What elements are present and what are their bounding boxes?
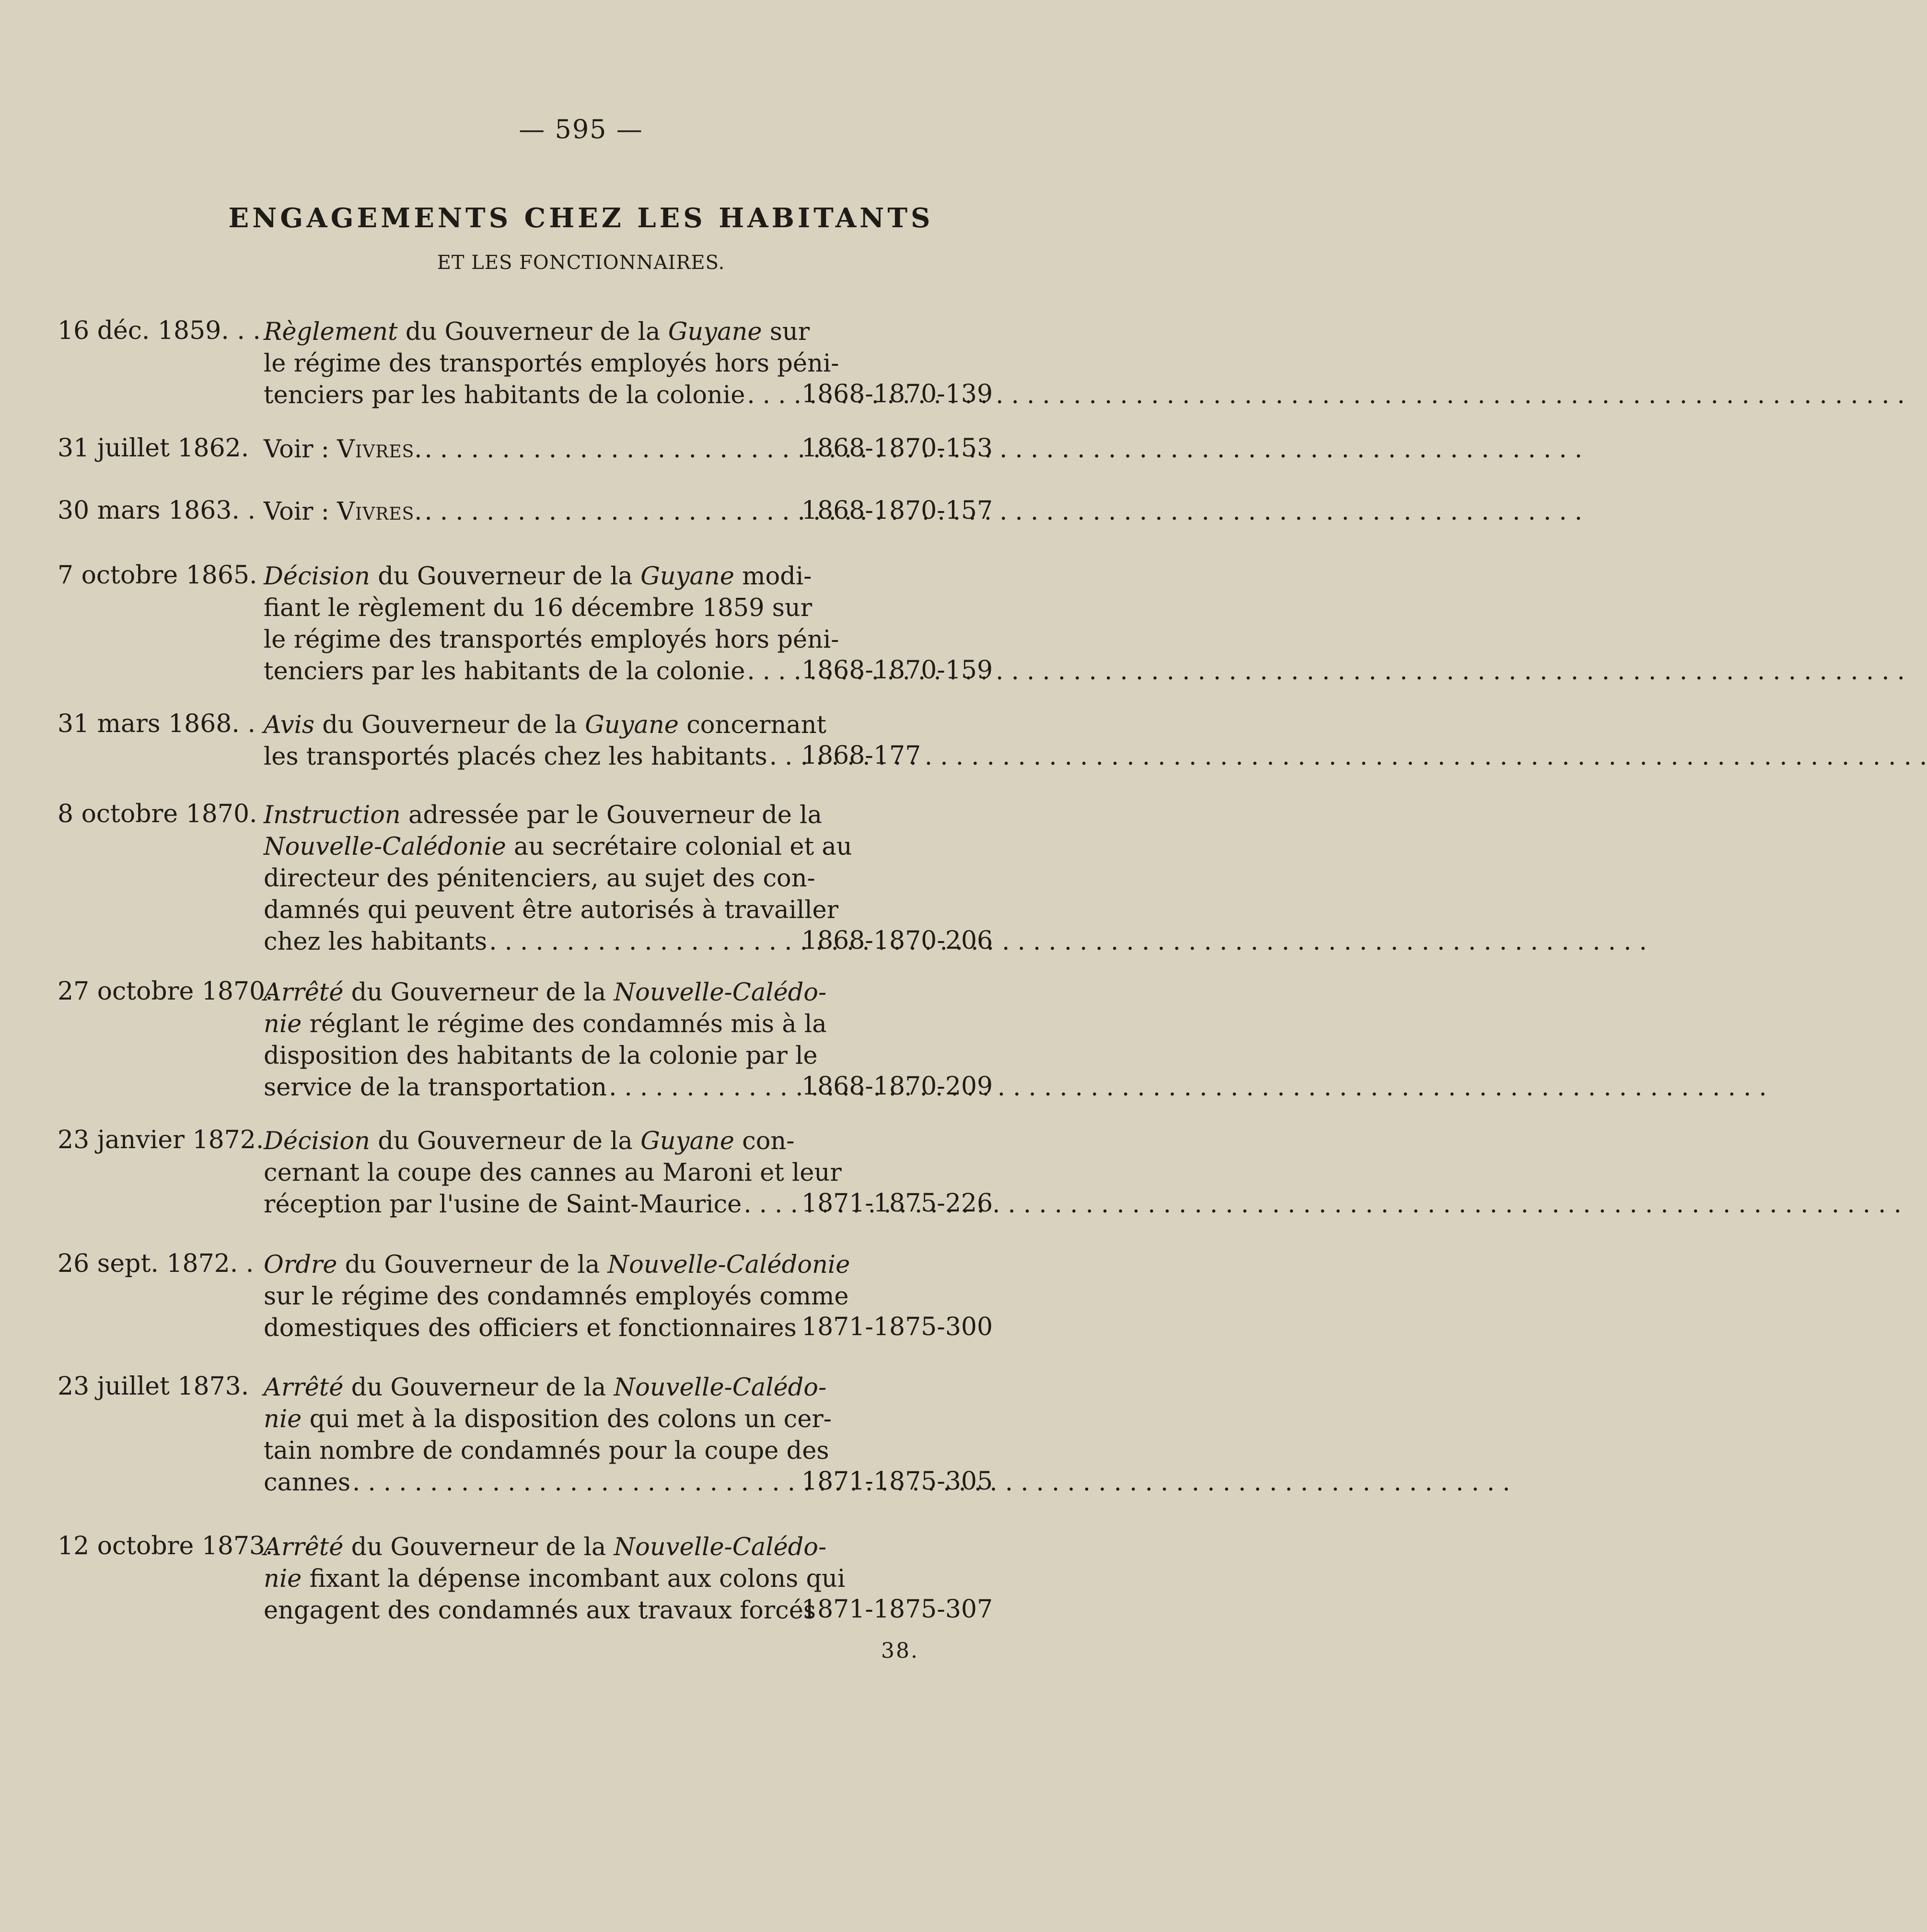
entry-date: 26 sept. 1872. . [58, 1249, 254, 1278]
entry-text-line [264, 1040, 818, 1072]
entry-last-line [264, 434, 791, 466]
entry-line-text: du Gouverneur de la Nouvelle-Calédonie [345, 1251, 850, 1279]
section-title: ENGAGEMENTS CHEZ LES HABITANTS [228, 202, 934, 234]
entry-last-line [264, 741, 791, 773]
entry-act-type: Arrêté [264, 1533, 344, 1561]
entry-line-text: tain nombre de condamnés pour la coupe des [264, 1437, 829, 1465]
page-number: — 595 — [519, 114, 643, 144]
entry-line-text: fiant le règlement du 16 décembre 1859 sur [264, 594, 813, 622]
entry-date: 30 mars 1863. . [58, 496, 256, 525]
entry-act-type: Arrêté [264, 978, 344, 1007]
entry-line-text: cernant la coupe des cannes au Maroni et leur [264, 1159, 842, 1187]
entry-text-line [264, 316, 810, 348]
entry-last-line [264, 1072, 791, 1104]
entry-reference: 1868-1870-159 [801, 656, 993, 685]
dot-leader [769, 741, 1927, 773]
entry-reference: 1871-1875-300 [801, 1313, 993, 1341]
entry-line-text: du Gouverneur de la Guyane sur [405, 318, 810, 346]
entry-text-line [264, 1435, 829, 1467]
dot-leader [489, 926, 1647, 958]
entry-last-line [264, 380, 791, 411]
entry-line-text: directeur des pénitenciers, au sujet des con- [264, 864, 815, 893]
entry-line-text: du Gouverneur de la Nouvelle-Calédo- [351, 1533, 827, 1561]
entry-last-text: service de la transportation [264, 1073, 607, 1102]
entry-last-text: cannes [264, 1468, 351, 1497]
entry-last-line [264, 496, 791, 528]
entry-last-line [264, 656, 791, 687]
signature-mark: 38. [881, 1639, 919, 1663]
entry-reference: 1871-1875-305 [801, 1467, 993, 1496]
entry-reference: 1868-1870-153 [801, 434, 993, 463]
entry-last-text: Voir : Vivres. [264, 498, 423, 526]
entry-text [264, 1532, 846, 1627]
entry-reference: 1871-1875-226 [801, 1189, 993, 1218]
entry-text-line [264, 1157, 842, 1189]
entry-last-text: tenciers par les habitants de la colonie [264, 657, 745, 686]
entry-text-line [264, 710, 827, 741]
entry-text-line [264, 1281, 849, 1313]
entry-text-line [264, 863, 815, 895]
entry-text [264, 1372, 832, 1499]
entry-line-text: nie qui met à la disposition des colons un cer- [264, 1405, 832, 1433]
entry-date: 12 octobre 1873. [58, 1532, 273, 1560]
entry-reference: 1868-1870-139 [801, 380, 993, 408]
entry-text-line [264, 561, 812, 593]
entry-last-line [264, 1595, 816, 1627]
entry-text [264, 800, 852, 958]
entry-reference: 1871-1875-307 [801, 1595, 993, 1624]
entry-act-type: Instruction [264, 801, 401, 829]
entry-text-line [264, 977, 827, 1009]
entry-text-line [264, 800, 822, 831]
entry-act-type: Règlement [264, 318, 398, 346]
entry-text [264, 316, 839, 411]
entry-date: 23 juillet 1873. [58, 1372, 249, 1401]
entry-text-line [264, 1532, 827, 1563]
entry-line-text: disposition des habitants de la colonie par le [264, 1042, 818, 1070]
entry-last-text: chez les habitants [264, 928, 488, 956]
entry-line-text: le régime des transportés employés hors péni- [264, 626, 839, 654]
entry-text [264, 1126, 842, 1221]
entry-date: 23 janvier 1872. [58, 1126, 264, 1154]
entry-line-text: Nouvelle-Calédonie au secrétaire colonial et au [264, 833, 852, 861]
entry-line-text: nie fixant la dépense incombant aux colons qui [264, 1565, 846, 1593]
section-subtitle: ET LES FONCTIONNAIRES. [437, 252, 725, 274]
entry-last-text: engagent des condamnés aux travaux forcés [264, 1596, 816, 1625]
entry-reference: 1868-1870-206 [801, 926, 993, 955]
entry-last-text: réception par l'usine de Saint-Maurice [264, 1190, 742, 1219]
entry-line-text: sur le régime des condamnés employés comme [264, 1282, 849, 1311]
entry-date: 8 octobre 1870. [58, 800, 257, 828]
entry-text [264, 710, 827, 773]
entry-last-text: Voir : Vivres. [264, 435, 423, 464]
entry-line-text: damnés qui peuvent être autorisés à travailler [264, 896, 839, 924]
entry-line-text: nie réglant le régime des condamnés mis à la [264, 1010, 827, 1038]
entry-last-text: domestiques des officiers et fonctionnaires [264, 1314, 797, 1342]
entry-reference: 1868-1870-209 [801, 1072, 993, 1101]
entry-last-line [264, 926, 791, 958]
entry-date: 31 mars 1868. . [58, 710, 256, 738]
entry-text-line [264, 831, 852, 863]
entry-last-text: les transportés placés chez les habitants [264, 743, 767, 771]
entry-act-type: Arrêté [264, 1373, 344, 1402]
entry-text-line [264, 1009, 827, 1040]
entry-text [264, 561, 839, 687]
entry-text-line [264, 1126, 795, 1157]
entry-text-line [264, 1249, 850, 1281]
entry-text [264, 434, 791, 466]
entry-line-text: du Gouverneur de la Nouvelle-Calédo- [351, 978, 827, 1007]
entry-act-type: Décision [264, 1127, 370, 1155]
entry-date: 16 déc. 1859. . . [58, 316, 261, 345]
entry-text-line [264, 895, 839, 926]
entry-text-line [264, 1372, 827, 1404]
entry-text [264, 1249, 850, 1344]
entry-text-line [264, 1563, 846, 1595]
entry-text [264, 496, 791, 528]
entry-last-line [264, 1467, 791, 1499]
entry-text [264, 977, 827, 1104]
dot-leader [609, 1072, 1767, 1104]
dot-leader [424, 496, 1582, 528]
entry-last-text: tenciers par les habitants de la colonie [264, 381, 745, 409]
dot-leader [424, 434, 1582, 466]
entry-line-text: du Gouverneur de la Guyane concernant [322, 711, 827, 739]
entry-reference: 1868-1870-157 [801, 496, 993, 525]
entry-date: 7 octobre 1865. [58, 561, 257, 590]
entry-act-type: Ordre [264, 1251, 337, 1279]
entry-line-text: adressée par le Gouverneur de la [408, 801, 822, 829]
entry-text-line [264, 624, 839, 656]
entry-date: 31 juillet 1862. [58, 434, 249, 463]
entry-text-line [264, 348, 839, 380]
entry-text-line [264, 593, 813, 624]
entry-reference: 1868-177 [801, 741, 921, 770]
entry-line-text: du Gouverneur de la Guyane modi- [378, 562, 812, 591]
entry-act-type: Avis [264, 711, 315, 739]
entry-last-line [264, 1313, 797, 1344]
entry-text-line [264, 1404, 832, 1435]
entry-line-text: du Gouverneur de la Guyane con- [378, 1127, 795, 1155]
entry-line-text: du Gouverneur de la Nouvelle-Calédo- [351, 1373, 827, 1402]
entry-act-type: Décision [264, 562, 370, 591]
entry-line-text: le régime des transportés employés hors péni- [264, 349, 839, 378]
entry-date: 27 octobre 1870. [58, 977, 273, 1006]
entry-last-line [264, 1189, 791, 1221]
